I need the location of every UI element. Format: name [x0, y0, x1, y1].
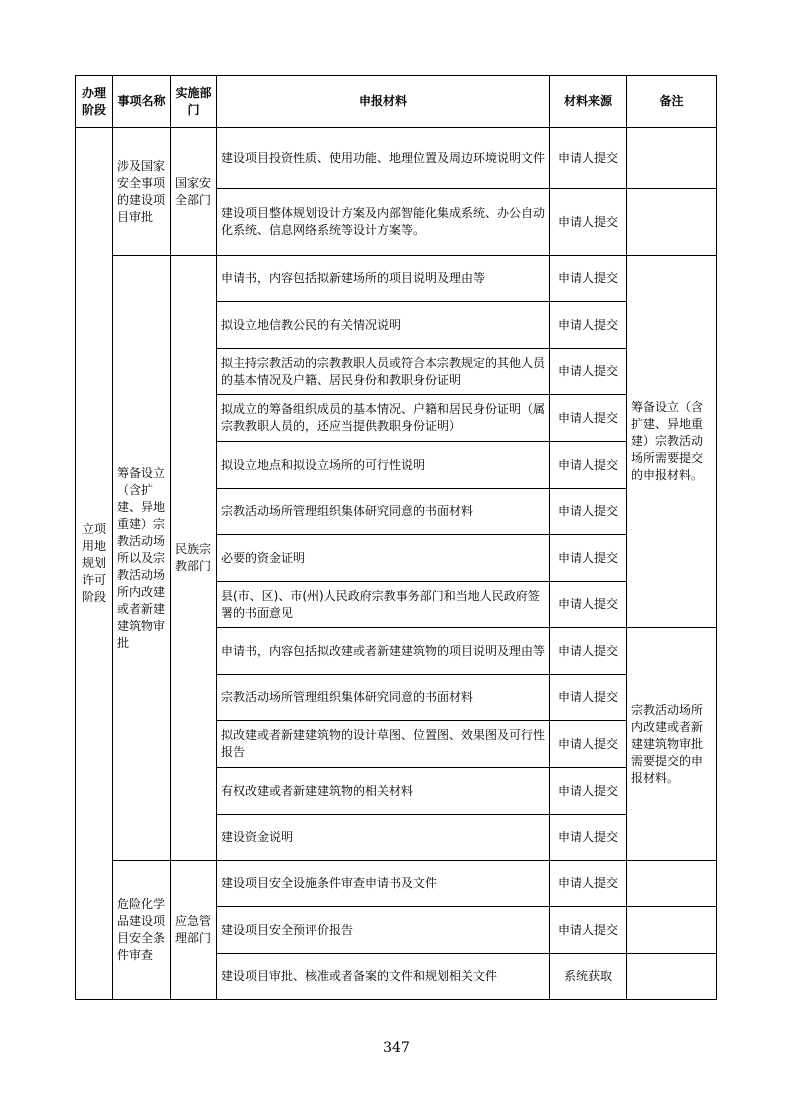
- materials-table: [75, 75, 717, 1000]
- source-cell: 申请人提交: [550, 861, 627, 907]
- material-cell: 拟成立的筹备组织成员的基本情况、户籍和居民身份证明（属宗教教职人员的，还应当提供教职身份证明）: [217, 395, 550, 442]
- source-cell: 申请人提交: [550, 489, 627, 535]
- source-cell: 申请人提交: [550, 815, 627, 861]
- source-cell: 申请人提交: [550, 349, 627, 395]
- header-source: 材料来源: [550, 76, 627, 128]
- material-cell: 拟改建或者新建建筑物的设计草图、位置图、效果图及可行性报告: [217, 721, 550, 768]
- material-cell: 宗教活动场所管理组织集体研究同意的书面材料: [217, 489, 550, 535]
- table-row: [76, 128, 717, 189]
- source-cell: 申请人提交: [550, 907, 627, 954]
- material-cell: 必要的资金证明: [217, 535, 550, 582]
- material-cell: 拟设立地点和拟设立场所的可行性说明: [217, 442, 550, 489]
- material-cell: 县(市、区)、市(州)人民政府宗教事务部门和当地人民政府签署的书面意见: [217, 582, 550, 628]
- header-row: [76, 76, 717, 128]
- source-cell: 申请人提交: [550, 189, 627, 256]
- header-remark: 备注: [627, 76, 717, 128]
- remark-cell-rebuild: 宗教活动场所内改建或者新建建筑物审批需要提交的申报材料。: [627, 628, 717, 861]
- material-cell: 建设项目安全设施条件审查申请书及文件: [217, 861, 550, 907]
- remark-cell-establish: 筹备设立（含扩建、异地重建）宗教活动场所需要提交的申报材料。: [627, 256, 717, 628]
- remark-cell: [627, 861, 717, 907]
- item-name-cell: 筹备设立（含扩建、异地重建）宗教活动场所以及宗教活动场所内改建或者新建建筑物审批: [113, 256, 171, 861]
- remark-cell: [627, 128, 717, 189]
- item-name-cell: 危险化学品建设项目安全条件审查: [113, 861, 171, 1000]
- material-cell: 建设项目审批、核准或者备案的文件和规划相关文件: [217, 954, 550, 1000]
- source-cell: 申请人提交: [550, 442, 627, 489]
- material-cell: 申请书，内容包括拟新建场所的项目说明及理由等: [217, 256, 550, 302]
- material-cell: 建设项目安全预评价报告: [217, 907, 550, 954]
- remark-cell: [627, 954, 717, 1000]
- source-cell: 申请人提交: [550, 675, 627, 721]
- material-cell: 建设资金说明: [217, 815, 550, 861]
- page-number: 347: [383, 1040, 410, 1056]
- source-cell: 申请人提交: [550, 582, 627, 628]
- remark-cell: [627, 189, 717, 256]
- header-stage: 办理阶段: [76, 76, 113, 128]
- material-cell: 建设项目投资性质、使用功能、地理位置及周边环境说明文件: [217, 128, 550, 189]
- material-cell: 建设项目整体规划设计方案及内部智能化集成系统、办公自动化系统、信息网络系统等设计方案等。: [217, 189, 550, 256]
- source-cell: 申请人提交: [550, 128, 627, 189]
- source-cell: 申请人提交: [550, 302, 627, 349]
- header-materials: 申报材料: [217, 76, 550, 128]
- source-cell: 系统获取: [550, 954, 627, 1000]
- source-cell: 申请人提交: [550, 768, 627, 815]
- department-cell: 国家安全部门: [171, 128, 217, 256]
- source-cell: 申请人提交: [550, 395, 627, 442]
- department-cell: 民族宗教部门: [171, 256, 217, 861]
- material-cell: 拟主持宗教活动的宗教教职人员或符合本宗教规定的其他人员的基本情况及户籍、居民身份和教职身份证明: [217, 349, 550, 395]
- department-cell: 应急管理部门: [171, 861, 217, 1000]
- material-cell: 宗教活动场所管理组织集体研究同意的书面材料: [217, 675, 550, 721]
- material-cell: 拟设立地信教公民的有关情况说明: [217, 302, 550, 349]
- source-cell: 申请人提交: [550, 628, 627, 675]
- material-cell: 有权改建或者新建建筑物的相关材料: [217, 768, 550, 815]
- source-cell: 申请人提交: [550, 535, 627, 582]
- source-cell: 申请人提交: [550, 256, 627, 302]
- table-row: [76, 256, 717, 302]
- remark-cell: [627, 907, 717, 954]
- material-cell: 申请书，内容包括拟改建或者新建建筑物的项目说明及理由等: [217, 628, 550, 675]
- source-cell: 申请人提交: [550, 721, 627, 768]
- header-department: 实施部门: [171, 76, 217, 128]
- table-row: [76, 861, 717, 907]
- header-item-name: 事项名称: [113, 76, 171, 128]
- stage-cell: 立项用地规划许可阶段: [76, 128, 113, 1000]
- item-name-cell: 涉及国家安全事项的建设项目审批: [113, 128, 171, 256]
